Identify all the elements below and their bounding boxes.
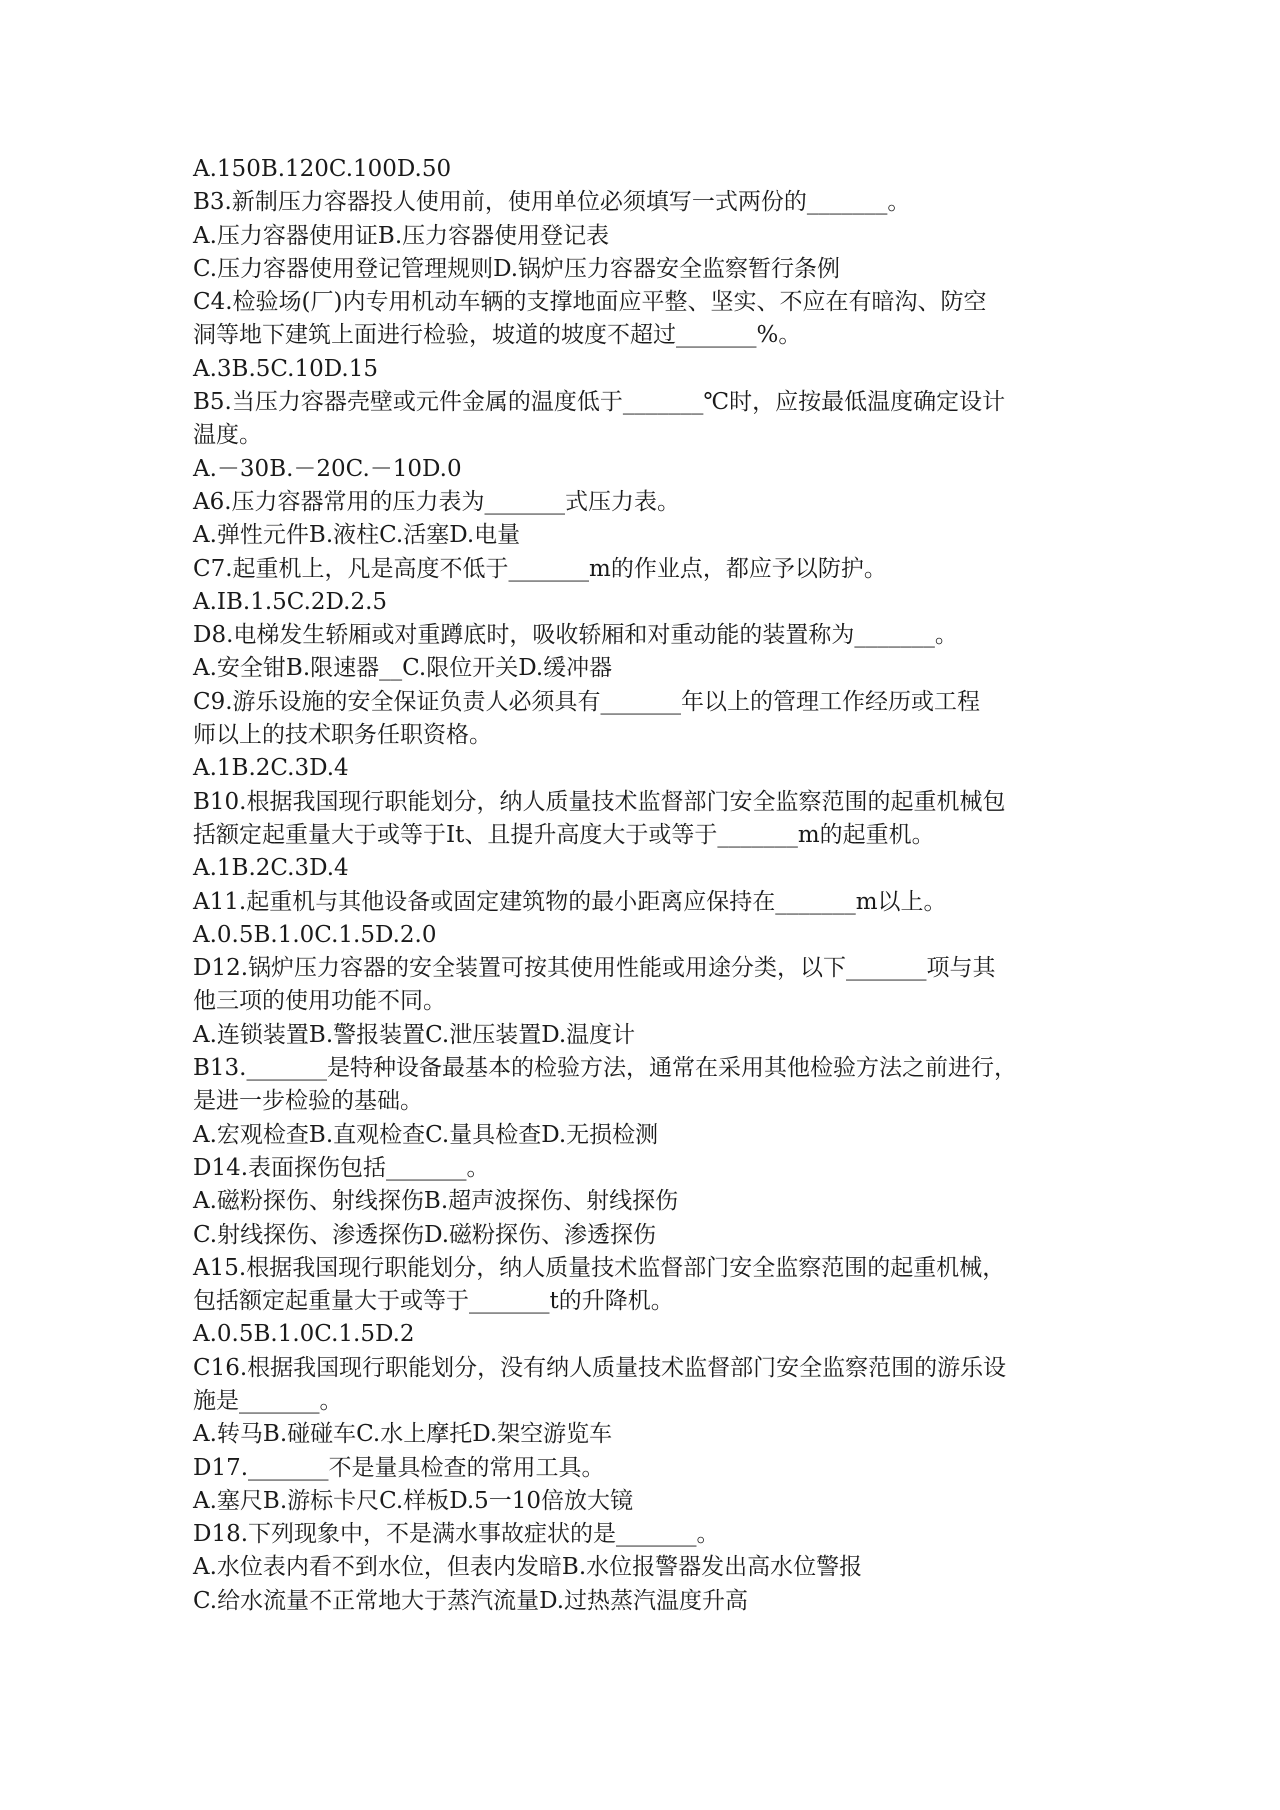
question-line: C9.游乐设施的安全保证负责人必须具有_______年以上的管理工作经历或工程	[193, 688, 981, 715]
options-line: A.塞尺B.游标卡尺C.样板D.5一10倍放大镜	[193, 1487, 634, 1514]
options-line: A.宏观检查B.直观检查C.量具检查D.无损检测	[193, 1121, 659, 1148]
options-line: C.压力容器使用登记管理规则D.锅炉压力容器安全监察暂行条例	[193, 255, 841, 282]
document-page	[193, 153, 1093, 1618]
options-line: C.给水流量不正常地大于蒸汽流量D.过热蒸汽温度升高	[193, 1587, 749, 1614]
options-line: A.弹性元件B.液柱C.活塞D.电量	[193, 522, 521, 549]
question-line: 括额定起重量大于或等于It、且提升高度大于或等于_______m的起重机。	[193, 821, 935, 848]
options-line: A.0.5B.1.0C.1.5D.2.0	[193, 921, 437, 948]
options-line: A.转马B.碰碰车C.水上摩托D.架空游览车	[193, 1421, 613, 1448]
options-line: A.1B.2C.3D.4	[193, 755, 349, 782]
question-line: C4.检验场(厂)内专用机动车辆的支撑地面应平整、坚实、不应在有暗沟、防空	[193, 289, 987, 316]
question-line: C16.根据我国现行职能划分，没有纳人质量技术监督部门安全监察范围的游乐设	[193, 1354, 1007, 1381]
options-line: A.压力容器使用证B.压力容器使用登记表	[193, 222, 610, 249]
options-line: C.射线探伤、渗透探伤D.磁粉探伤、渗透探伤	[193, 1221, 657, 1248]
question-line: 师以上的技术职务任职资格。	[193, 722, 492, 749]
options-line: A.连锁装置B.警报装置C.泄压装置D.温度计	[193, 1021, 636, 1048]
question-line: B10.根据我国现行职能划分，纳人质量技术监督部门安全监察范围的起重机械包	[193, 788, 1006, 815]
options-line: A.－30B.－20C.－10D.0	[193, 455, 462, 482]
question-line: D12.锅炉压力容器的安全装置可按其使用性能或用途分类，以下_______项与其	[193, 955, 996, 982]
question-line: D17._______不是量具检查的常用工具。	[193, 1454, 605, 1481]
question-line: 施是_______。	[193, 1387, 343, 1414]
question-line: B5.当压力容器壳壁或元件金属的温度低于_______℃时，应按最低温度确定设计	[193, 389, 1006, 416]
question-line: C7.起重机上，凡是高度不低于_______m的作业点，都应予以防护。	[193, 555, 887, 582]
options-line: A.水位表内看不到水位，但表内发暗B.水位报警器发出高水位警报	[193, 1554, 863, 1581]
options-line: A.磁粉探伤、射线探伤B.超声波探伤、射线探伤	[193, 1188, 679, 1215]
question-line: 包括额定起重量大于或等于_______t的升降机。	[193, 1288, 674, 1315]
question-line: A6.压力容器常用的压力表为_______式压力表。	[193, 488, 681, 515]
options-line: A.IB.1.5C.2D.2.5	[193, 588, 388, 615]
question-line: 温度。	[193, 422, 262, 449]
options-line: A.3B.5C.10D.15	[193, 355, 378, 382]
question-line: D14.表面探伤包括_______。	[193, 1154, 490, 1181]
question-line: 洞等地下建筑上面进行检验，坡道的坡度不超过_______%。	[193, 322, 802, 349]
options-line: A.0.5B.1.0C.1.5D.2	[193, 1321, 415, 1348]
question-line: 是进一步检验的基础。	[193, 1088, 423, 1115]
question-line: B13._______是特种设备最基本的检验方法，通常在采用其他检验方法之前进行，	[193, 1055, 1017, 1082]
text-line: A.150B.120C.100D.50	[193, 156, 452, 182]
question-line: A11.起重机与其他设备或固定建筑物的最小距离应保持在_______m以上。	[193, 888, 947, 915]
options-line: A.安全钳B.限速器__C.限位开关D.缓冲器	[193, 655, 613, 682]
options-line: A.1B.2C.3D.4	[193, 855, 349, 882]
question-line: A15.根据我国现行职能划分，纳人质量技术监督部门安全监察范围的起重机械，	[193, 1254, 1006, 1281]
question-line: D18.下列现象中，不是满水事故症状的是_______。	[193, 1521, 720, 1548]
question-line: B3.新制压力容器投人使用前，使用单位必须填写一式两份的_______。	[193, 189, 911, 216]
question-line: 他三项的使用功能不同。	[193, 988, 446, 1015]
question-line: D8.电梯发生轿厢或对重蹲底时，吸收轿厢和对重动能的装置称为_______。	[193, 622, 958, 649]
